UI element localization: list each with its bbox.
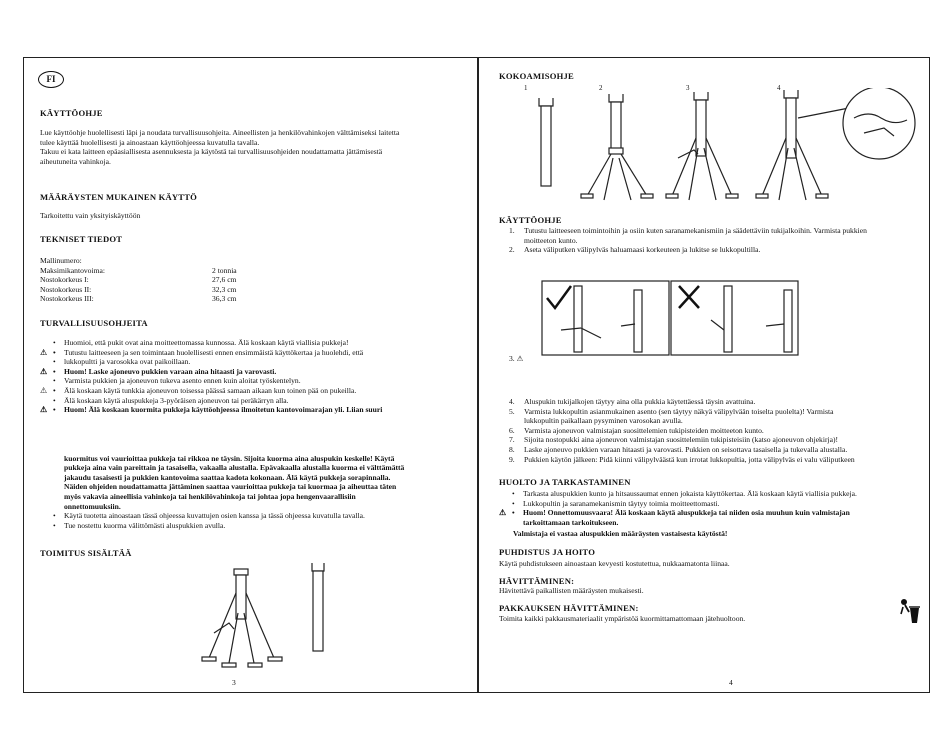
assembly-illustration [509, 88, 921, 208]
list-item: 6. Varmista ajoneuvon valmistajan suosittelemien tukipisteiden moitteeton kunto. [509, 425, 764, 435]
list-item: • Älä koskaan käytä aluspukkeja 3-pyöräisen ajoneuvon tai peräkärryn alla. [40, 396, 470, 406]
list-item: 2. Aseta väliputken välipylväs haluamaasi korkeuteen ja lukitse se lukkopultilla. [509, 245, 761, 255]
correct-incorrect-illustration [541, 280, 799, 356]
left-page [23, 57, 478, 693]
list-item: • Tarkasta aluspukkien kunto ja hitsaussaumat ennen jokaista käyttökertaa. Älä koskaan käytä viallisia pukkeja. [499, 489, 924, 499]
cleaning-text: Käytä puhdistukseen ainoastaan kevyesti kostutettua, nukkaamatonta liinaa. [499, 559, 730, 568]
maintenance-list [499, 489, 924, 518]
list-item: 7. Sijoita nostopukki aina ajoneuvon valmistajan suosittelemiin tukipisteisiin (katso ajoneuvon ohjekirja)! [509, 435, 839, 445]
spec-row: Nostokorkeus I: 27,6 cm [40, 275, 237, 285]
heading-kayttoohje: KÄYTTÖOHJE [40, 108, 103, 118]
maint-continuation: tarkoittamaan tarkoitukseen. [523, 517, 619, 527]
heading-toimitus-sisaltaa: TOIMITUS SISÄLTÄÄ [40, 548, 132, 558]
heading-pakkauksen-havittaminen: PAKKAUKSEN HÄVITTÄMINEN: [499, 603, 639, 613]
step-number: 2 [599, 84, 603, 92]
heading-tekniset-tiedot: TEKNISET TIEDOT [40, 234, 123, 244]
packaging-disposal-text: Toimita kaikki pakkausmateriaalit ympäristöä kuormittamattomaan jätehuoltoon. [499, 614, 746, 623]
list-item-cont: • lukkopultti ja varosokka ovat paikoillaan. [40, 357, 470, 367]
heading-turvallisuusohjeita: TURVALLISUUSOHJEITA [40, 318, 148, 328]
step-number: 1 [524, 84, 528, 92]
heading-huolto: HUOLTO JA TARKASTAMINEN [499, 477, 631, 487]
heading-kokaamisohje: KOKOAMISOHJE [499, 71, 574, 81]
manufacturer-disclaimer: Valmistaja ei vastaa aluspukkien määräysten vastaisesta käytöstä! [513, 529, 728, 538]
step-number: 3 [686, 84, 690, 92]
list-item: 4. Aluspukin tukijalkojen täytyy aina olla pukkia käytettäessä täysin avattuina. [509, 397, 756, 406]
list-item: • Huom! Onnettomuusvaara! Älä koskaan käytä aluspukkeja tai niiden osia muuhun kuin valmistajan ⚠ [499, 508, 924, 518]
heading-kayttoohje-right: KÄYTTÖOHJE [499, 215, 562, 225]
step-number: 4 [777, 84, 781, 92]
recycle-bin-icon [899, 598, 921, 624]
page-number: 4 [729, 678, 733, 687]
list-item: 8. Laske ajoneuvo pukkien varaan hitaasti ja varovasti. Pukkien on seisottava tasaisella ja tukevalla alustalla. [509, 444, 848, 454]
list-item: • Tue nostettu kuorma välittömästi aluspukkien avulla. [40, 521, 470, 531]
usage-list-b [499, 397, 924, 464]
list-item: • Huomioi, että pukit ovat aina moitteettomassa kunnossa. Älä koskaan käytä viallisia pukkeja! [40, 338, 470, 348]
specs-table [40, 256, 340, 304]
usage-list-a [499, 226, 919, 255]
list-item: 9. Pukkien käytön jälkeen: Pidä kiinni välipylväästä kun irrotat lukkopultia, jotta välipylväs ei valu väliputkeen [509, 454, 855, 464]
spec-row: Mallinumero: [40, 256, 82, 265]
page-number: 3 [232, 678, 236, 687]
spec-row: Maksimikantovoima: 2 tonnia [40, 265, 237, 275]
list-item: • Tutustu laitteeseen ja sen toimintaan huolellisesti ennen ensimmäistä käyttökertaa ja huolehdi, että [40, 348, 470, 358]
heading-havittaminen: HÄVITTÄMINEN: [499, 576, 575, 586]
safety-list-end [40, 511, 470, 530]
disposal-text: Hävitettävä paikallisten määräysten mukaisesti. [499, 586, 644, 595]
list-item: lukkopultin paikallaan pysyminen varosokan avulla. [524, 416, 683, 426]
heading-puhdistus: PUHDISTUS JA HOITO [499, 547, 596, 557]
intro-paragraph: Lue käyttöohje huolellisesti läpi ja noudata turvallisuusohjeita. Aineellisten ja henkilövahinkojen välttämiseksi laitetta tulee käyttää huolellisesti ja ainoastaan käyttöohjeessa kuvatulla tavalla. Takuu ei kata laitteen epäasiallisesta asennuksesta ja käytöstä tai turvallisuusohjeiden noudattamatta jättämisestä aiheutuneita vahinkoja. [40, 128, 400, 166]
step-3-label: 3. ⚠ [509, 354, 524, 363]
right-page [478, 57, 930, 693]
safety-list [40, 338, 470, 415]
list-item: moitteeton kunto. [524, 235, 578, 245]
list-item: • Varmista pukkien ja ajoneuvon tukeva asento ennen kuin aloitat työskentelyn. [40, 376, 470, 386]
heading-maaraysten-mukainen: MÄÄRÄYSTEN MUKAINEN KÄYTTÖ [40, 192, 198, 202]
spec-row: Nostokorkeus III: 36,3 cm [40, 294, 237, 304]
intended-use-text: Tarkoitettu vain yksityiskäyttöön [40, 211, 141, 220]
safety-bold-continuation: kuormitus voi vaurioittaa pukkeja tai rikkoa ne täysin. Sijoita kuorma aina aluspukin keskelle! Käytä pukkeja aina vain pareittain ja tasaisella, vakaalla alustalla. Epävakaalla alustalla kuorma ei välttämättä jakaudu tasaisesti ja pukkien kantovoima saattaa kadota kokonaan. Älä käytä pukkeja sorapinnalla. Näiden ohjeiden noudattamatta jättäminen saattaa vaurioittaa pukkeja tai kuormaa ja aiheuttaa täten myös vakavia aineellisia vahinkoja tai henkilövahinkoja tai johtaa jopa hengenvaarallisiin onnettomuuksiin. [64, 453, 405, 511]
list-item: • Käytä tuotetta ainoastaan tässä ohjeessa kuvattujen osien kanssa ja tässä ohjeessa kuvatulla tavalla. [40, 511, 470, 521]
list-item: 5. Varmista lukkopultin asianmukainen asento (sen täytyy näkyä välipylvään toiselta puolelta)! Varmista [509, 406, 834, 416]
list-item: • Lukkopultin ja saranamekanismin täytyy toimia moitteettomasti. [499, 499, 924, 509]
spec-row: Nostokorkeus II: 32,3 cm [40, 284, 237, 294]
package-contents-illustration [174, 563, 334, 673]
list-item: • Älä koskaan käytä tunkkia ajoneuvon toisessa päässä samaan aikaan kun toinen pää on pukeilla. [40, 386, 470, 396]
list-item: • Huom! Laske ajoneuvo pukkien varaan aina hitaasti ja varovasti. ⚠ [40, 367, 470, 377]
list-item: • Huom! Älä koskaan kuormita pukkeja käyttöohjeessa ilmoitetun kantovoimarajan yli. Liian suuri ⚠ [40, 405, 470, 415]
warning-icon: ⚠ [516, 354, 524, 363]
list-item: 1. Tutustu laitteeseen toimintoihin ja osiin kuten saranamekanismiin ja säädettäviin tukijalkoihin. Varmista pukkien [509, 226, 867, 235]
language-badge: FI [38, 71, 64, 88]
